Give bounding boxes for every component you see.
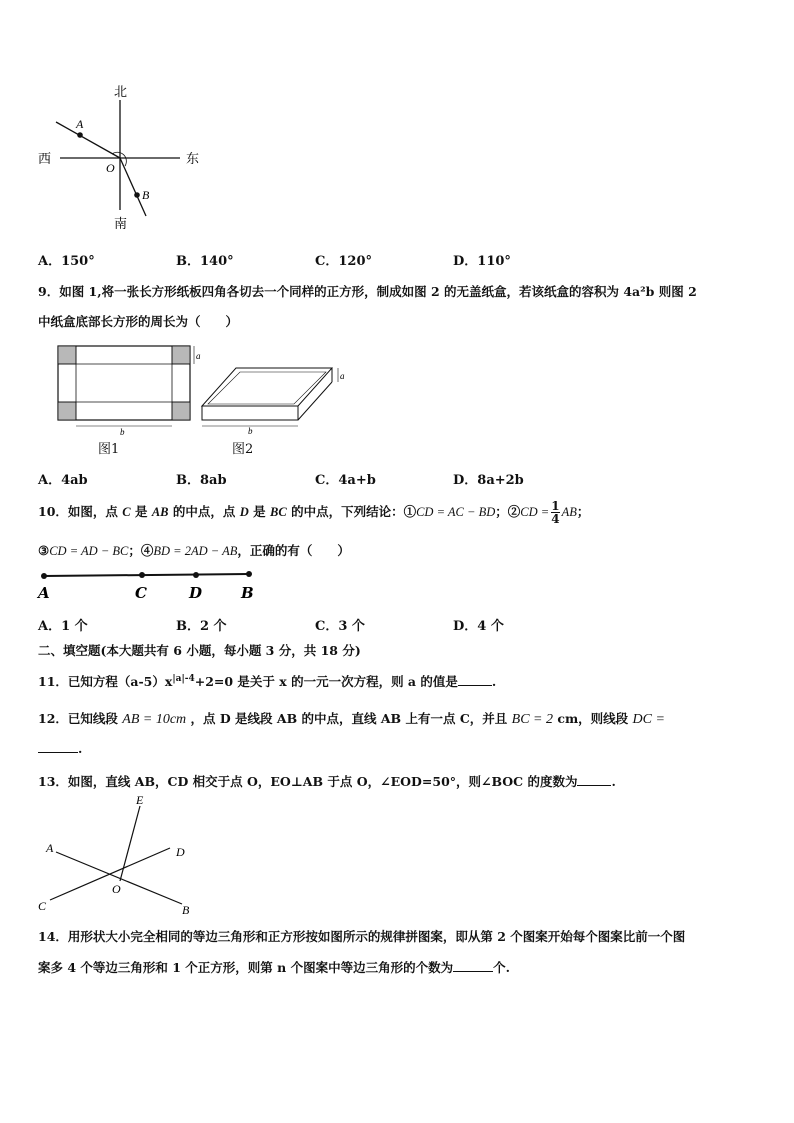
- q13-answer-blank[interactable]: [577, 773, 611, 786]
- q9-figure2: [196, 356, 356, 436]
- q11-stem: 11．已知方程$(a-5)x^{|a|-4}+2=0$ 是关于 x 的一元一次方程，则 a 的值是 .: [38, 673, 497, 689]
- q11-answer-blank[interactable]: [458, 673, 492, 686]
- q13-label-a: A: [46, 841, 54, 855]
- q14-stem-line2: 案多 4 个等边三角形和 1 个正方形，则第 n 个图案中等边三角形的个数为 个.: [38, 960, 510, 975]
- q9-stem-line2: 中纸盒底部长方形的周长为（ ）: [38, 314, 239, 329]
- q9-fig2-caption: 图2: [232, 442, 254, 457]
- q9-fig1-label-a: a: [196, 351, 201, 361]
- q10-point-b: [246, 571, 252, 577]
- q9-option-a[interactable]: A．4ab: [38, 473, 88, 488]
- q13-label-e: E: [136, 793, 144, 807]
- compass-north: 北: [114, 85, 128, 100]
- q9-fig1-caption: 图1: [98, 442, 120, 457]
- q10-option-b[interactable]: B．2 个: [176, 619, 227, 634]
- compass-south: 南: [114, 217, 128, 232]
- q14-answer-blank[interactable]: [453, 959, 493, 972]
- q8-option-a[interactable]: A．150°: [38, 254, 95, 269]
- compass-figure: [30, 82, 210, 232]
- q10-stem-line1: 10．如图，点 C 是 AB 的中点，点 D 是 BC 的中点，下列结论：①CD = AC − BD；②CD = $\frac{1}{4}$ AB；: [38, 499, 590, 526]
- q10-segment-figure: [34, 566, 264, 602]
- q10-stem-line2: ③CD = AD − BC；④BD = 2AD − AB，正确的有（ ）: [38, 543, 350, 558]
- q13-label-o: O: [112, 882, 121, 896]
- compass-label-a: A: [76, 117, 84, 131]
- fraction-one-quarter: $\frac{1}{4}$: [551, 499, 560, 526]
- q8-option-d[interactable]: D．110°: [453, 254, 511, 269]
- q13-label-c: C: [38, 899, 47, 913]
- compass-east: 东: [186, 152, 200, 167]
- q12-stem-line1: 12．已知线段 AB = 10cm ，点 D 是线段 AB 的中点，直线 AB 上有一点 C，并且 BC = 2 cm，则线段 DC =: [38, 711, 665, 727]
- q10-option-a[interactable]: A．1 个: [38, 619, 88, 634]
- q13-figure: [30, 790, 200, 920]
- q12-answer-blank[interactable]: [38, 740, 78, 753]
- q9-option-c[interactable]: C．4a+b: [315, 473, 376, 488]
- q10-point-c: [139, 572, 145, 578]
- q10-option-d[interactable]: D．4 个: [453, 619, 504, 634]
- q9-option-d[interactable]: D．8a+2b: [453, 473, 524, 488]
- q10-point-d: [193, 572, 199, 578]
- point-b-dot: [134, 192, 140, 198]
- q10-label-b: B: [241, 584, 254, 602]
- q9-fig1-label-b: b: [120, 427, 125, 437]
- q12-stem-line2: .: [38, 740, 82, 756]
- compass-label-b: B: [142, 188, 150, 202]
- q9-fig2-label-a: a: [340, 371, 345, 381]
- q9-stem-line1: 9．如图 1,将一张长方形纸板四角各切去一个同样的正方形，制成如图 2 的无盖纸盒，若该纸盒的容积为 4a²b 则图 2: [38, 284, 697, 299]
- q9-fig2-label-b: b: [248, 426, 253, 436]
- q10-label-d: D: [189, 584, 203, 602]
- section-heading-fill-in: 二、填空题(本大题共有 6 小题，每小题 3 分，共 18 分): [38, 643, 361, 658]
- q10-point-a: [41, 573, 47, 579]
- q10-option-c[interactable]: C．3 个: [315, 619, 365, 634]
- q8-option-c[interactable]: C．120°: [315, 254, 372, 269]
- q10-label-a: A: [38, 584, 50, 602]
- q13-label-d: D: [176, 845, 185, 859]
- q13-label-b: B: [182, 903, 190, 917]
- q9-option-b[interactable]: B．8ab: [176, 473, 227, 488]
- q9-figure1: [52, 340, 202, 440]
- q8-option-b[interactable]: B．140°: [176, 254, 234, 269]
- q10-label-c: C: [135, 584, 147, 602]
- compass-west: 西: [38, 152, 52, 167]
- q14-stem-line1: 14．用形状大小完全相同的等边三角形和正方形按如图所示的规律拼图案，即从第 2 个图案开始每个图案比前一个图: [38, 929, 686, 944]
- q13-stem: 13．如图，直线 AB，CD 相交于点 O，EO⊥AB 于点 O，∠EOD=50°，则∠BOC 的度数为 .: [38, 774, 616, 789]
- point-a-dot: [77, 132, 83, 138]
- compass-label-o: O: [106, 161, 115, 175]
